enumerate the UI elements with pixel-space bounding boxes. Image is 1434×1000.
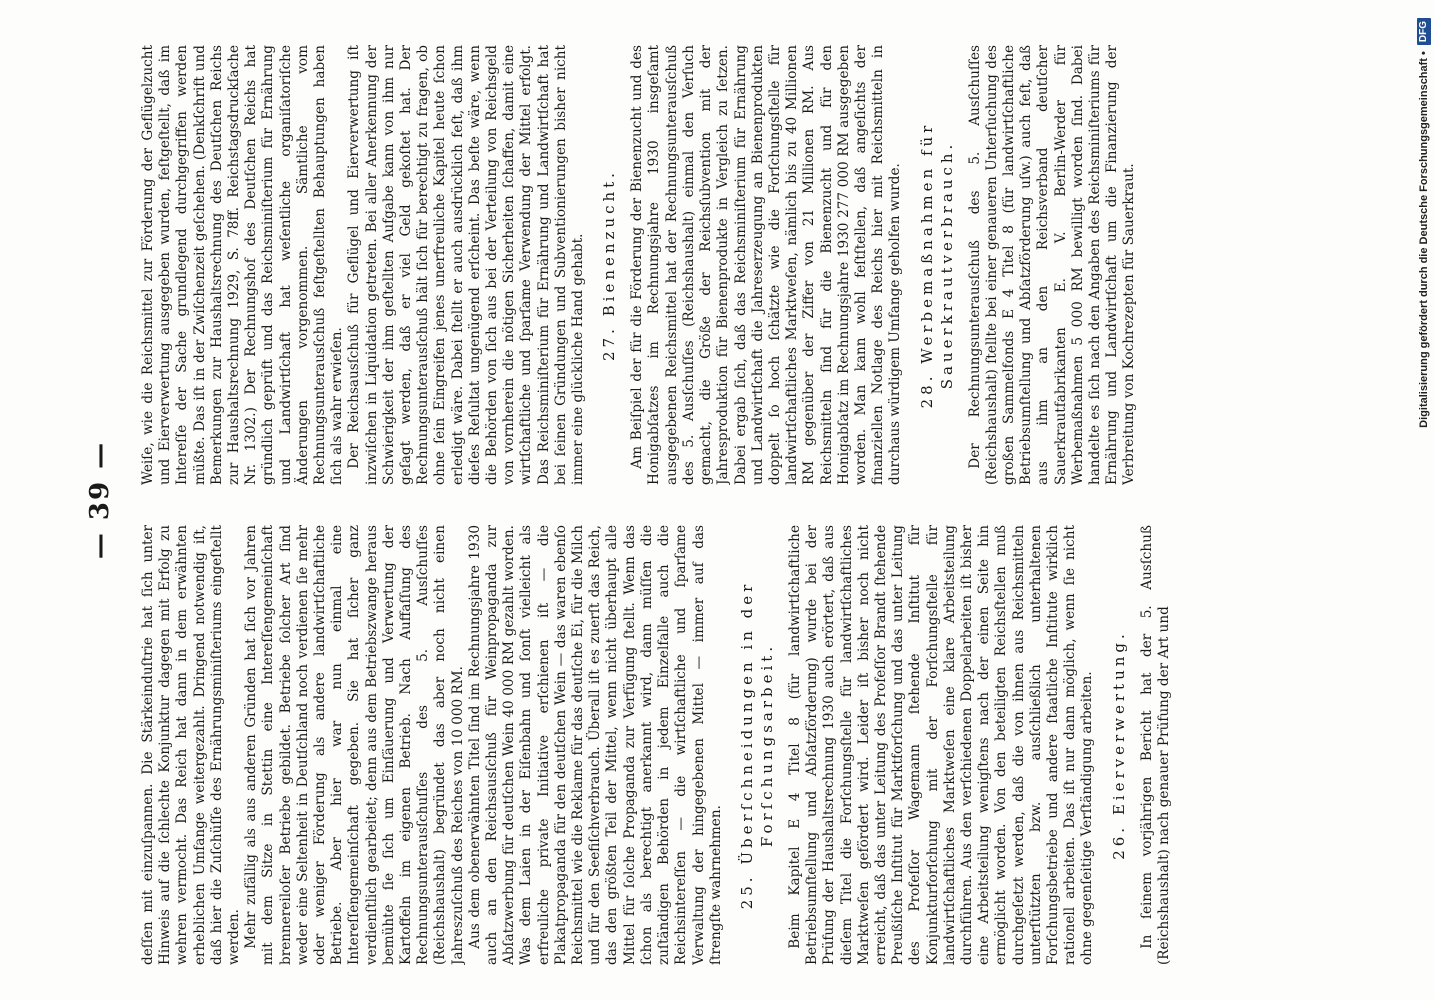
left-text-column (140, 525, 1300, 965)
right-text-column (140, 45, 1300, 485)
dfg-logo: DFG (1417, 18, 1431, 45)
paragraph: In ſeinem vorjährigen Bericht hat der 5. Ausſchuß (Reichshaushalt) nach genauer Prüfung der Art und (1138, 525, 1172, 965)
section-heading: 26. Eierverwertung. (1109, 630, 1128, 860)
page-number: — 39 — (85, 440, 115, 560)
paragraph: Der Reichsausſchuß für Geflügel und Eierverwertung iſt inzwiſchen in Liquidation getreten. Bei aller Anerkennung der Schwierigkeit der ihm geſtellten Aufgabe kann von ihm nur geſagt werden, daß er viel Geld gekoſtet hat. Der Rechnungsunterausſchuß hält ſich für berechtigt zu fragen, ob ohne ſein Eingreifen jenes unerfreuliche Kapitel heute ſchon erledigt wäre. Dabei ſtellt er auch ausdrücklich feſt, daß ihm dieſes Reſultat ungenügend erſcheint. Das beſte wäre, wenn die Behörden von ſich aus bei der Verteilung von Reichsgeld von vornherein die nötigen Sicherheiten ſchaffen, damit eine wirtſchaftliche und ſparſame Verwendung der Mittel erfolgt. Das Reichsminiſterium für Ernährung und Landwirtſchaft hat bei ſeinen Gründungen und Subventionierungen bisher nicht immer eine glückliche Hand gehabt. (346, 45, 587, 485)
paragraph: Der Rechnungsunterausſchuß des 5. Ausſchuſſes (Reichshaushalt) ſtellte bei einer genaueren Unterſuchung des großen Sammelfonds E 4 Titel 8 (für landwirtſchaftliche Betriebsumſtellung und Abſatzförderung uſw.) auch feſt, daß aus ihm an den Reichsverband deutſcher Sauerkrautfabrikanten E. V. Berlin-Werder für Werbemaßnahmen 5 000 RM bewilligt worden ſind. Dabei handelte es ſich nach den Angaben des Reichsminiſteriums für Ernährung und Landwirtſchaft um die Finanzierung der Verbreitung von Kochrezepten für Sauerkraut. (966, 45, 1138, 485)
paragraph: Mehr zufällig als aus anderen Gründen hat ſich vor Jahren mit dem Sitze in Stettin eine Intereſſengemeinſchaft brennereiloſer Betriebe gebildet. Betriebe ſolcher Art ſind weder eine Seltenheit in Deutſchland noch verdienen ſie mehr oder weniger Förderung als andere landwirtſchaftliche Betriebe. Aber hier war nun einmal eine Intereſſengemeinſchaft gegeben. Sie hat ſicher ganz verdienſtlich gearbeitet; denn aus dem Betriebszwange heraus bemühte ſie ſich um Einſäuerung und Verwertung der Kartoffeln im eigenen Betrieb. Nach Auffaſſung des Rechnungsunterausſchuſſes des 5. Ausſchuſſes (Reichshaushalt) begründet das aber noch nicht einen Jahreszuſchuß des Reiches von 10 000 RM. (243, 525, 466, 965)
paragraph: Aus dem obenerwähnten Titel ſind im Rechnungsjahre 1930 auch an den Reichsausſchuß für Weinpropaganda zur Abſatzwerbung für deutſchen Wein 40 000 RM gezahlt worden. Was dem Laien in der Eiſenbahn und ſonſt vielleicht als erfreuliche private Initiative erſchienen iſt — die Plakatpropaganda für den deutſchen Wein — das waren ebenſo Reichsmittel wie die Reklame für das deutſche Ei, für die Milch und für den Seefiſchverbrauch. Überall iſt es zuerſt das Reich, das den größten Teil der Mittel, wenn nicht überhaupt alle Mittel für ſolche Propaganda zur Verfügung ſtellt. Wenn das ſchon als berechtigt anerkannt wird, dann müſſen die zuſtändigen Behörden in jedem Einzelfalle auch die Reichsintereſſen — die wirtſchaftliche und ſparſame Verwaltung der hingegebenen Mittel — immer auf das ſtrengſte wahrnehmen. (466, 525, 724, 965)
section-heading: 27. Bienenzucht. (600, 169, 619, 361)
paragraph: Weiſe, wie die Reichsmittel zur Förderung der Geflügelzucht und Eierverwertung ausgegeben wurden, feſtgeſtellt, daß im Intereſſe der Sache grundlegend durchgegriffen werden müßte. Das iſt in der Zwiſchenzeit geſchehen. (Denkſchrift und Bemerkungen zur Haushaltsrechnung des Deutſchen Reichs zur Haushaltsrechnung 1929, S. 78ff. Reichstagsdruckſache Nr. 1302.) Der Rechnungshof des Deutſchen Reichs hat gründlich geprüft und das Reichsminiſterium für Ernährung und Landwirtſchaft hat weſentliche organiſatoriſche Änderungen vorgenommen. Sämtliche vom Rechnungsunterausſchuß feſtgeſtellten Behauptungen haben ſich als wahr erwieſen. (140, 45, 346, 485)
digitization-note: Digitalisierung gefördert durch die Deutsche Forschungsgemeinschaft • (1418, 51, 1430, 428)
rotated-page-content (70, 20, 1370, 980)
paragraph: Am Beiſpiel der für die Förderung der Bienenzucht und des Honigabſatzes im Rechnungsjahre 1930 insgeſamt ausgegebenen Reichsmittel hat der Rechnungsunterausſchuß des 5. Ausſchuſſes (Reichshaushalt) einmal den Verſuch gemacht, die Größe der Reichsſubvention mit der Jahresproduktion für Bienenprodukte in Vergleich zu ſetzen. Dabei ergab ſich, daß das Reichsminiſterium für Ernährung und Landwirtſchaft die Jahreserzeugung an Bienenprodukten doppelt ſo hoch ſchätzte wie die Forſchungsſtelle für landwirtſchaftliches Marktweſen, nämlich bis zu 40 Millionen RM gegenüber der Ziffer von 21 Millionen RM. Aus Reichsmitteln ſind für die Bienenzucht und für den Honigabſatz im Rechnungsjahre 1930 277 000 RM ausgegeben worden. Man kann wohl feſtſtellen, daß angeſichts der finanziellen Notlage des Reichs hier mit Reichsmitteln in durchaus würdigem Umfange geholfen wurde. (629, 45, 904, 485)
section-heading: 28. Werbemaßnahmen für Sauerkrautverbrauch. (917, 121, 956, 409)
section-heading: 25. Überſchneidungen in der Forſchungsarbeit. (737, 580, 776, 910)
digitization-sidebar (1412, 0, 1434, 1000)
digitization-sidebar-text (1416, 10, 1432, 990)
paragraph: deſſen mit einzuſpannen. Die Stärkeinduſtrie hat ſich unter Hinweis auf die ſchlechte Konjunktur dagegen mit Erfolg zu wehren vermocht. Das Reich hat dann in dem erwähnten erheblichen Umfange weitergezahlt. Dringend notwendig iſt, daß hier die Zuſchüſſe des Ernährungsminiſteriums eingeſtellt werden. (140, 525, 243, 965)
paragraph: Beim Kapitel E 4 Titel 8 (für landwirtſchaftliche Betriebsumſtellung und Abſatzförderung) wurde bei der Prüfung der Haushaltsrechnung 1930 auch erörtert, daß aus dieſem Titel die Forſchungsſtelle für landwirtſchaftliches Marktweſen gefördert wird. Leider iſt bisher noch nicht erreicht, daß das unter Leitung des Profeſſor Brandt ſtehende Preußiſche Inſtitut für Marktforſchung und das unter Leitung des Profeſſor Wagemann ſtehende Inſtitut für Konjunkturforſchung mit der Forſchungsſtelle für landwirtſchaftliches Marktweſen eine klare Arbeitsteilung durchführen. Aus den verſchiedenen Doppelarbeiten iſt bisher eine Arbeitsteilung wenigſtens nach der einen Seite hin ermöglicht worden. Von den beteiligten Reichsſtellen muß durchgeſetzt werden, daß die von ihnen aus Reichsmitteln unterſtützten bzw. ausſchließlich unterhaltenen Forſchungsbetriebe und andere ſtaatliche Inſtitute wirklich rationell arbeiten. Das iſt nur dann möglich, wenn ſie nicht ohne gegenſeitige Verſtändigung arbeiten. (786, 525, 1096, 965)
